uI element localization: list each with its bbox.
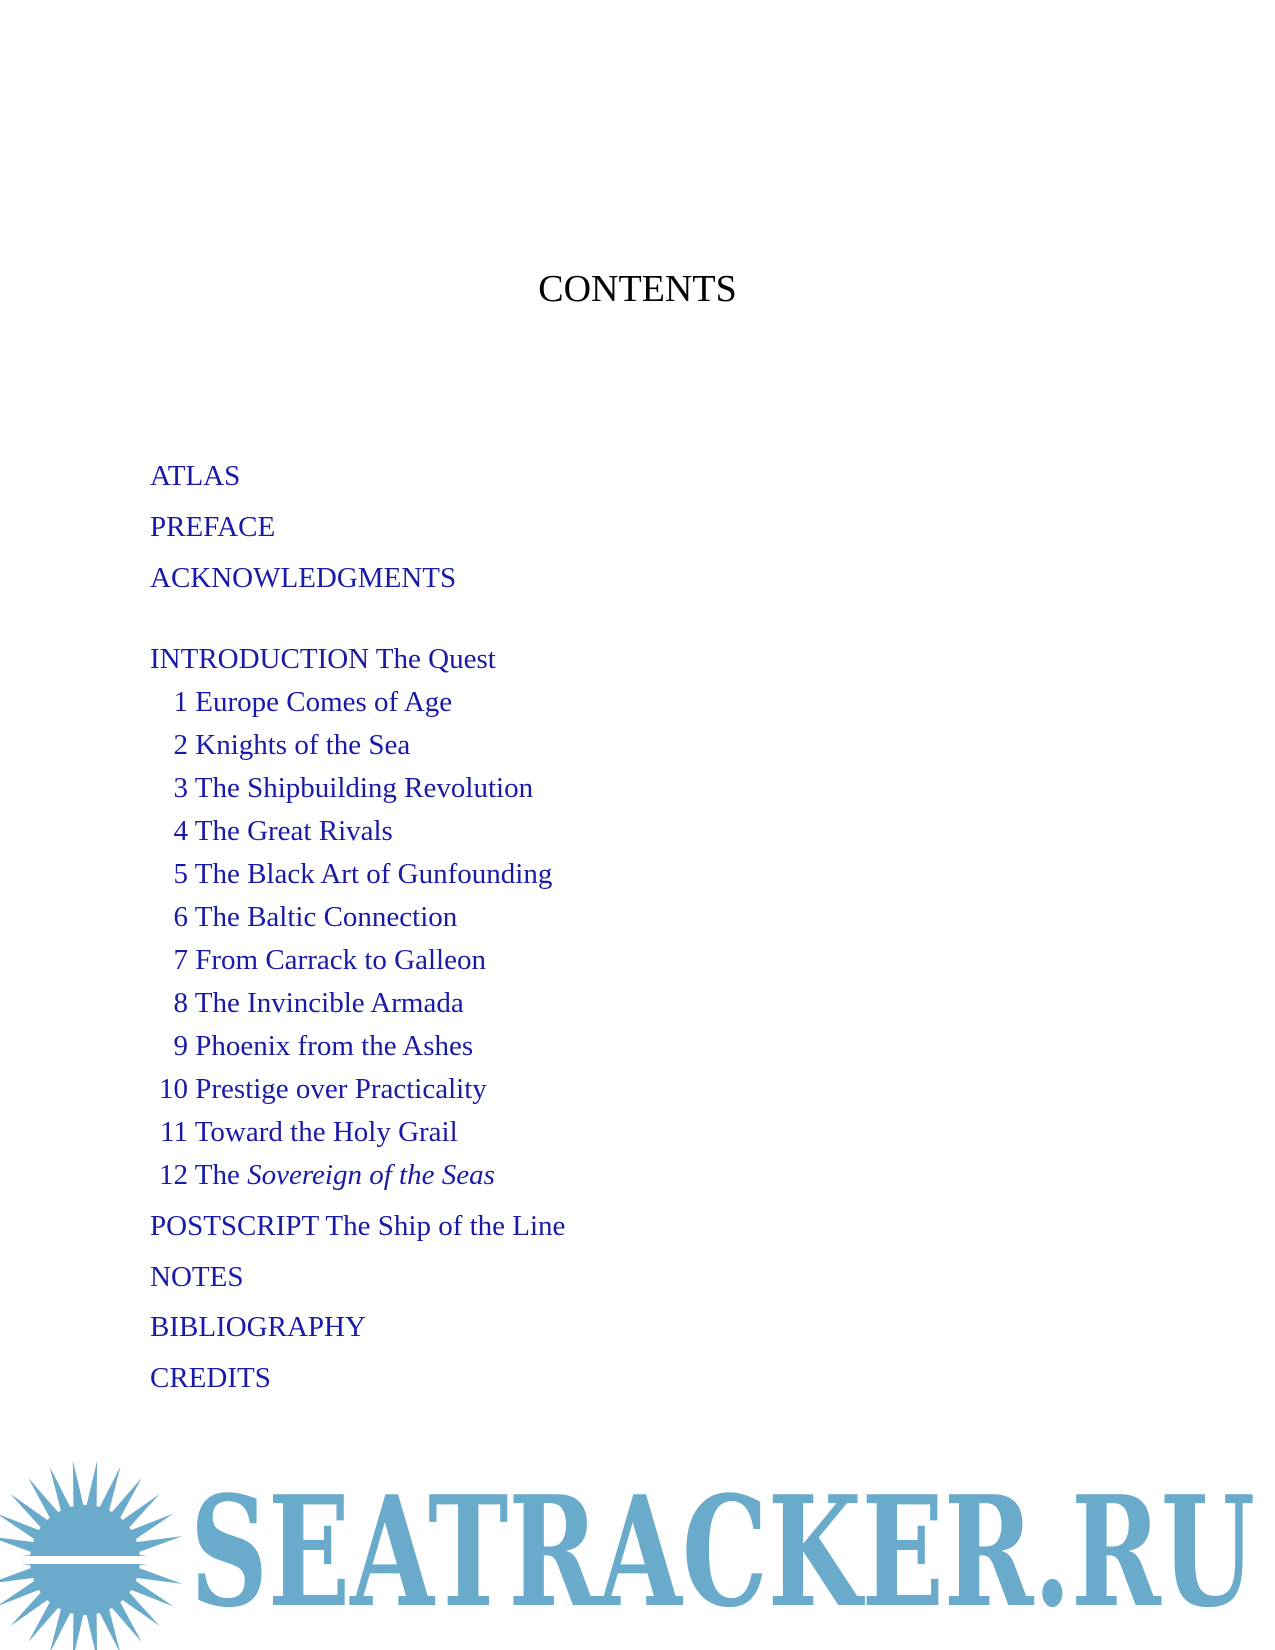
toc-link-acknowledgments[interactable]: ACKNOWLEDGMENTS xyxy=(150,562,457,594)
toc-link-chapter-5[interactable] xyxy=(150,860,552,889)
toc-link-chapter-1[interactable] xyxy=(150,688,452,717)
chapter-title-prefix: The xyxy=(194,1159,248,1191)
toc-link-atlas[interactable]: ATLAS xyxy=(150,460,241,492)
chapter-number: 11 xyxy=(160,1116,188,1148)
toc-link-credits[interactable]: CREDITS xyxy=(150,1362,271,1394)
watermark-text: SEATRACKER.RU xyxy=(190,1462,1255,1641)
toc-link-introduction[interactable]: INTRODUCTION The Quest xyxy=(150,643,496,675)
chapter-title: Toward the Holy Grail xyxy=(194,1116,458,1148)
toc-link-notes[interactable]: NOTES xyxy=(150,1261,244,1293)
chapter-number: 4 xyxy=(173,815,188,847)
chapter-number: 3 xyxy=(173,772,188,804)
chapter-number: 7 xyxy=(173,944,188,976)
toc-link-chapter-8[interactable] xyxy=(150,989,464,1018)
chapter-number: 9 xyxy=(173,1030,188,1062)
chapter-number: 12 xyxy=(159,1159,188,1191)
chapter-number: 6 xyxy=(173,901,188,933)
chapter-title: The Great Rivals xyxy=(194,815,393,847)
chapter-title-italic: Sovereign of the Seas xyxy=(247,1159,495,1191)
chapter-title: Phoenix from the Ashes xyxy=(195,1030,474,1062)
chapter-title: The Shipbuilding Revolution xyxy=(194,772,534,804)
toc-link-chapter-7[interactable] xyxy=(150,946,486,975)
chapter-title: From Carrack to Galleon xyxy=(195,944,486,976)
chapter-number: 10 xyxy=(159,1073,188,1105)
toc-link-chapter-6[interactable] xyxy=(150,903,457,932)
toc-link-postscript[interactable]: POSTSCRIPT The Ship of the Line xyxy=(150,1210,566,1242)
chapter-title: The Invincible Armada xyxy=(194,987,464,1019)
chapter-number: 8 xyxy=(173,987,188,1019)
toc-link-preface[interactable]: PREFACE xyxy=(150,511,276,543)
sunburst-logo-icon xyxy=(0,1461,185,1650)
chapter-title: Europe Comes of Age xyxy=(195,686,453,718)
toc-link-bibliography[interactable]: BIBLIOGRAPHY xyxy=(150,1311,366,1343)
chapter-title: The Black Art of Gunfounding xyxy=(194,858,553,890)
chapter-title: Prestige over Practicality xyxy=(195,1073,487,1105)
watermark xyxy=(0,1455,1275,1650)
toc-link-chapter-10[interactable] xyxy=(150,1075,487,1104)
chapter-title: Knights of the Sea xyxy=(195,729,411,761)
toc-link-chapter-3[interactable] xyxy=(150,774,533,803)
page-title: CONTENTS xyxy=(538,268,737,310)
toc-link-chapter-9[interactable] xyxy=(150,1032,473,1061)
chapter-number: 1 xyxy=(173,686,188,718)
chapter-number: 5 xyxy=(173,858,188,890)
toc-link-chapter-12[interactable] xyxy=(150,1161,495,1190)
toc-link-chapter-2[interactable] xyxy=(150,731,410,760)
chapter-number: 2 xyxy=(173,729,188,761)
chapter-title: The Baltic Connection xyxy=(194,901,458,933)
toc-link-chapter-11[interactable] xyxy=(150,1118,458,1147)
toc-link-chapter-4[interactable] xyxy=(150,817,393,846)
